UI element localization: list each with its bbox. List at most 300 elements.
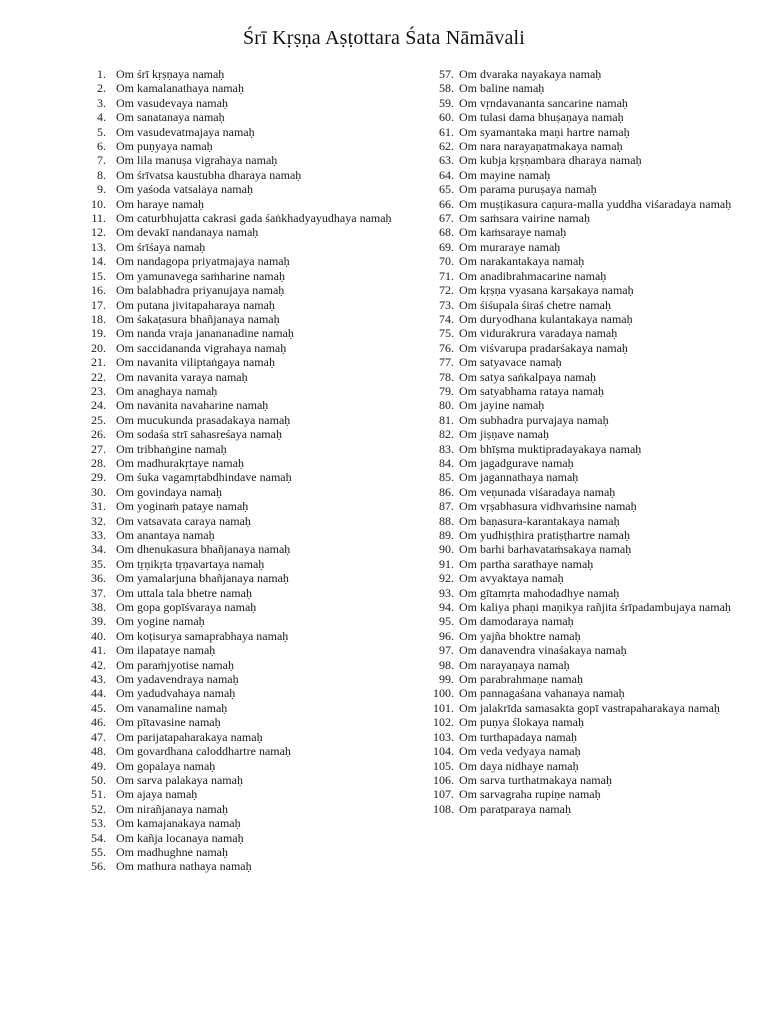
- item-number: 29.: [91, 470, 106, 485]
- item-text: Om puṇya ślokaya namaḥ: [459, 715, 584, 730]
- list-item: [84, 686, 419, 700]
- list-item: [430, 254, 740, 268]
- item-text: Om putana jivitapaharaya namaḥ: [116, 297, 275, 312]
- item-number: 17.: [91, 297, 106, 312]
- item-text: Om vanamaline namaḥ: [116, 700, 228, 715]
- item-text: Om narakantakaya namaḥ: [459, 254, 585, 269]
- item-number: 79.: [439, 383, 454, 398]
- item-number: 53.: [91, 816, 106, 831]
- item-number: 8.: [97, 167, 106, 182]
- item-number: 105.: [433, 758, 454, 773]
- item-number: 27.: [91, 441, 106, 456]
- item-number: 23.: [91, 383, 106, 398]
- item-number: 103.: [433, 729, 454, 744]
- item-number: 26.: [91, 427, 106, 442]
- item-text: Om vatsavata caraya namaḥ: [116, 513, 251, 528]
- item-text: Om saṁsara vairine namaḥ: [459, 211, 590, 226]
- list-item: [430, 153, 740, 167]
- item-number: 76.: [439, 340, 454, 355]
- item-number: 30.: [91, 484, 106, 499]
- item-text: Om kamalanathaya namaḥ: [116, 81, 244, 96]
- item-text: Om mucukunda prasadakaya namaḥ: [116, 412, 291, 427]
- item-number: 28.: [91, 455, 106, 470]
- item-text: Om duryodhana kulantakaya namaḥ: [459, 311, 633, 326]
- list-item: [430, 600, 740, 614]
- item-text: Om śakaṭasura bhañjanaya namaḥ: [116, 311, 280, 326]
- list-item: [430, 398, 740, 412]
- list-item: [430, 225, 740, 239]
- list-item: [430, 427, 740, 441]
- list-item: [430, 168, 740, 182]
- item-number: 51.: [91, 787, 106, 802]
- item-number: 37.: [91, 585, 106, 600]
- item-text: Om madhughne namaḥ: [116, 844, 228, 859]
- list-item: [430, 125, 740, 139]
- item-text: Om mayine namaḥ: [459, 167, 551, 182]
- list-item: [84, 571, 419, 585]
- list-item: [430, 485, 740, 499]
- names-list-left-column: [84, 67, 419, 874]
- list-item: [84, 283, 419, 297]
- list-item: [430, 413, 740, 427]
- item-number: 89.: [439, 528, 454, 542]
- item-text: Om jalakrīda samasakta gopī vastrapaharakaya namaḥ: [459, 700, 720, 715]
- item-number: 32.: [91, 513, 106, 528]
- list-item: [84, 845, 419, 859]
- list-item: [430, 802, 740, 816]
- item-number: 11.: [91, 211, 106, 226]
- list-item: [84, 528, 419, 542]
- item-number: 35.: [91, 556, 106, 571]
- item-number: 18.: [91, 311, 106, 326]
- item-number: 77.: [439, 355, 454, 370]
- item-text: Om yaśoda vatsalaya namaḥ: [116, 182, 253, 197]
- item-text: Om sarva turthatmakaya namaḥ: [459, 772, 612, 787]
- list-item: [84, 125, 419, 139]
- list-item: [84, 614, 419, 628]
- item-text: Om parijatapaharakaya namaḥ: [116, 729, 263, 744]
- item-text: Om partha sarathaye namaḥ: [459, 556, 594, 571]
- item-text: Om gītamṛta mahodadhye namaḥ: [459, 585, 620, 600]
- item-text: Om anantaya namaḥ: [116, 528, 215, 542]
- item-number: 81.: [439, 412, 454, 427]
- item-text: Om yadavendraya namaḥ: [116, 672, 239, 687]
- item-text: Om damodaraya namaḥ: [459, 614, 574, 629]
- list-item: [84, 456, 419, 470]
- item-text: Om śrīvatsa kaustubha dharaya namaḥ: [116, 167, 302, 182]
- item-text: Om ajaya namaḥ: [116, 787, 198, 802]
- list-item: [84, 110, 419, 124]
- item-text: Om nirañjanaya namaḥ: [116, 801, 228, 816]
- item-text: Om kaṁsaraye namaḥ: [459, 225, 567, 240]
- list-item: [84, 370, 419, 384]
- list-item: [84, 859, 419, 873]
- item-text: Om vṛndavananta sancarine namaḥ: [459, 95, 628, 110]
- list-item: [430, 528, 740, 542]
- item-text: Om veda vedyaya namaḥ: [459, 744, 581, 759]
- item-number: 56.: [91, 859, 106, 874]
- item-text: Om paratparaya namaḥ: [459, 801, 571, 816]
- item-text: Om yogine namaḥ: [116, 614, 205, 629]
- item-text: Om syamantaka maṇi hartre namaḥ: [459, 124, 630, 139]
- item-number: 44.: [91, 686, 106, 701]
- item-text: Om baline namaḥ: [459, 81, 545, 96]
- list-item: [430, 686, 740, 700]
- list-item: [84, 802, 419, 816]
- item-text: Om yoginaṁ pataye namaḥ: [116, 499, 249, 514]
- list-item: [430, 283, 740, 297]
- list-item: [430, 240, 740, 254]
- item-text: Om śiśupala śiraś chetre namaḥ: [459, 297, 611, 312]
- page-title: Śrī Kṛṣṇa Aṣṭottara Śata Nāmāvali: [242, 27, 526, 49]
- list-item: [84, 643, 419, 657]
- item-number: 68.: [439, 225, 454, 240]
- list-item: [84, 326, 419, 340]
- item-number: 83.: [439, 441, 454, 456]
- list-item: [84, 211, 419, 225]
- item-number: 96.: [439, 628, 454, 643]
- item-text: Om sarvagraha rupiṇe namaḥ: [459, 787, 601, 802]
- item-text: Om madhurakṛtaye namaḥ: [116, 455, 244, 470]
- list-item: [84, 139, 419, 153]
- item-number: 24.: [91, 398, 106, 413]
- list-item: [84, 701, 419, 715]
- item-number: 4.: [97, 110, 106, 125]
- item-number: 42.: [91, 657, 106, 672]
- item-text: Om vasudevatmajaya namaḥ: [116, 124, 255, 139]
- list-item: [430, 67, 740, 81]
- item-number: 92.: [439, 571, 454, 586]
- item-number: 49.: [91, 758, 106, 773]
- list-item: [84, 168, 419, 182]
- item-number: 70.: [439, 254, 454, 269]
- item-text: Om daya nidhaye namaḥ: [459, 758, 579, 773]
- item-text: Om paraṁjyotise namaḥ: [116, 657, 234, 672]
- item-number: 52.: [91, 801, 106, 816]
- list-item: [430, 514, 740, 528]
- item-text: Om govardhana caloddhartre namaḥ: [116, 744, 291, 759]
- item-number: 31.: [91, 499, 106, 514]
- item-text: Om kaliya phaṇi maṇikya rañjita śrīpadambujaya namaḥ: [459, 600, 731, 615]
- list-item: [84, 240, 419, 254]
- item-number: 65.: [439, 182, 454, 197]
- item-number: 46.: [91, 715, 106, 730]
- item-number: 67.: [439, 211, 454, 226]
- item-number: 15.: [91, 268, 106, 283]
- item-number: 40.: [91, 628, 106, 643]
- list-item: [430, 182, 740, 196]
- list-item: [430, 326, 740, 340]
- list-item: [430, 442, 740, 456]
- item-text: Om ilapataye namaḥ: [116, 643, 216, 658]
- list-item: [430, 298, 740, 312]
- item-number: 101.: [433, 700, 454, 715]
- item-text: Om devakī nandanaya namaḥ: [116, 225, 259, 240]
- item-number: 74.: [439, 311, 454, 326]
- list-item: [84, 298, 419, 312]
- list-item: [84, 773, 419, 787]
- item-number: 73.: [439, 297, 454, 312]
- item-number: 54.: [91, 830, 106, 845]
- item-text: Om muṣṭikasura caṇura-malla yuddha viśaradaya namaḥ: [459, 196, 732, 211]
- list-item: [84, 831, 419, 845]
- item-text: Om sanatanaya namaḥ: [116, 110, 225, 125]
- item-number: 66.: [439, 196, 454, 211]
- item-text: Om muraraye namaḥ: [459, 239, 561, 254]
- item-number: 45.: [91, 700, 106, 715]
- list-item: [430, 384, 740, 398]
- list-item: [430, 715, 740, 729]
- item-number: 14.: [91, 254, 106, 269]
- list-item: [430, 773, 740, 787]
- item-number: 90.: [439, 542, 454, 557]
- item-number: 55.: [91, 844, 106, 859]
- item-number: 3.: [97, 95, 106, 110]
- item-number: 71.: [439, 268, 454, 283]
- item-number: 19.: [91, 326, 106, 341]
- item-number: 63.: [439, 153, 454, 168]
- item-number: 22.: [91, 369, 106, 384]
- item-text: Om satya saṅkalpaya namaḥ: [459, 369, 596, 384]
- list-item: [430, 759, 740, 773]
- list-item: [84, 600, 419, 614]
- item-text: Om veṇunada viśaradaya namaḥ: [459, 484, 616, 499]
- item-text: Om kañja locanaya namaḥ: [116, 830, 244, 845]
- item-number: 102.: [433, 715, 454, 730]
- item-text: Om vidurakrura varadaya namaḥ: [459, 326, 618, 341]
- list-item: [430, 197, 740, 211]
- item-text: Om balabhadra priyanujaya namaḥ: [116, 283, 285, 298]
- item-number: 86.: [439, 484, 454, 499]
- item-number: 108.: [433, 801, 454, 816]
- list-item: [84, 384, 419, 398]
- item-number: 91.: [439, 556, 454, 571]
- list-item: [430, 787, 740, 801]
- list-item: [84, 586, 419, 600]
- list-item: [430, 614, 740, 628]
- item-number: 25.: [91, 412, 106, 427]
- item-text: Om bhīṣma muktipradayakaya namaḥ: [459, 441, 642, 456]
- item-text: Om tulasi dama bhuṣaṇaya namaḥ: [459, 110, 624, 125]
- list-item: [84, 816, 419, 830]
- list-item: [430, 571, 740, 585]
- item-text: Om tribhaṅgine namaḥ: [116, 441, 227, 456]
- list-item: [84, 715, 419, 729]
- item-text: Om yudhiṣṭhira pratiṣṭhartre namaḥ: [459, 528, 630, 542]
- list-item: [430, 211, 740, 225]
- item-number: 94.: [439, 600, 454, 615]
- names-list-right-column: [430, 67, 740, 816]
- list-item: [84, 427, 419, 441]
- item-text: Om śrīśaya namaḥ: [116, 239, 206, 254]
- item-text: Om pannagaśana vahanaya namaḥ: [459, 686, 625, 701]
- item-text: Om vasudevaya namaḥ: [116, 95, 228, 110]
- item-number: 16.: [91, 283, 106, 298]
- item-text: Om navanita viliptaṅgaya namaḥ: [116, 355, 275, 370]
- item-number: 107.: [433, 787, 454, 802]
- list-item: [430, 701, 740, 715]
- item-number: 98.: [439, 657, 454, 672]
- item-text: Om yajña bhoktre namaḥ: [459, 628, 581, 643]
- item-number: 57.: [439, 67, 454, 81]
- item-number: 2.: [97, 81, 106, 96]
- item-text: Om parabrahmaṇe namaḥ: [459, 672, 583, 687]
- list-item: [84, 470, 419, 484]
- item-number: 7.: [97, 153, 106, 168]
- item-number: 38.: [91, 600, 106, 615]
- item-text: Om turthapadaya namaḥ: [459, 729, 577, 744]
- item-text: Om jayine namaḥ: [459, 398, 545, 413]
- item-number: 69.: [439, 239, 454, 254]
- list-item: [84, 225, 419, 239]
- item-text: Om navanita navaharine namaḥ: [116, 398, 269, 413]
- list-item: [430, 312, 740, 326]
- list-item: [84, 499, 419, 513]
- item-text: Om navanita varaya namaḥ: [116, 369, 248, 384]
- item-number: 47.: [91, 729, 106, 744]
- item-text: Om anadibrahmacarine namaḥ: [459, 268, 607, 283]
- list-item: [84, 153, 419, 167]
- list-item: [430, 629, 740, 643]
- item-text: Om satyavace namaḥ: [459, 355, 562, 370]
- item-number: 82.: [439, 427, 454, 442]
- item-number: 100.: [433, 686, 454, 701]
- item-text: Om jagadgurave namaḥ: [459, 455, 574, 470]
- item-number: 13.: [91, 239, 106, 254]
- item-text: Om śuka vagamṛtabdhindave namaḥ: [116, 470, 292, 485]
- list-item: [84, 542, 419, 556]
- item-text: Om nara narayaṇatmakaya namaḥ: [459, 139, 623, 154]
- item-number: 84.: [439, 455, 454, 470]
- item-text: Om uttala tala bhetre namaḥ: [116, 585, 252, 600]
- list-item: [84, 413, 419, 427]
- item-number: 93.: [439, 585, 454, 600]
- item-number: 95.: [439, 614, 454, 629]
- list-item: [84, 67, 419, 81]
- list-item: [430, 139, 740, 153]
- item-text: Om sodaśa strī sahasreśaya namaḥ: [116, 427, 282, 442]
- list-item: [430, 81, 740, 95]
- item-text: Om jiṣṇave namaḥ: [459, 427, 549, 442]
- item-text: Om subhadra purvajaya namaḥ: [459, 412, 609, 427]
- list-item: [430, 470, 740, 484]
- item-text: Om śrī kṛṣṇaya namaḥ: [116, 67, 225, 81]
- item-text: Om govindaya namaḥ: [116, 484, 222, 499]
- item-number: 21.: [91, 355, 106, 370]
- list-item: [430, 499, 740, 513]
- item-number: 43.: [91, 672, 106, 687]
- list-item: [430, 456, 740, 470]
- item-number: 39.: [91, 614, 106, 629]
- item-number: 5.: [97, 124, 106, 139]
- item-text: Om koṭisurya samaprabhaya namaḥ: [116, 628, 289, 643]
- item-text: Om sarva palakaya namaḥ: [116, 772, 243, 787]
- list-item: [430, 96, 740, 110]
- item-number: 75.: [439, 326, 454, 341]
- item-text: Om caturbhujatta cakrasi gada śaṅkhadyayudhaya namaḥ: [116, 211, 392, 226]
- list-item: [84, 629, 419, 643]
- item-text: Om kṛṣṇa vyasana karṣakaya namaḥ: [459, 283, 634, 298]
- list-item: [84, 182, 419, 196]
- item-text: Om yamalarjuna bhañjanaya namaḥ: [116, 571, 289, 586]
- list-item: [84, 759, 419, 773]
- item-number: 106.: [433, 772, 454, 787]
- item-text: Om barhi barhavataṁsakaya namaḥ: [459, 542, 632, 557]
- list-item: [84, 787, 419, 801]
- item-text: Om haraye namaḥ: [116, 196, 204, 211]
- list-item: [430, 658, 740, 672]
- list-item: [84, 81, 419, 95]
- list-item: [84, 96, 419, 110]
- list-item: [84, 355, 419, 369]
- item-number: 41.: [91, 643, 106, 658]
- item-number: 58.: [439, 81, 454, 96]
- list-item: [430, 744, 740, 758]
- item-text: Om puṇyaya namaḥ: [116, 139, 213, 154]
- item-number: 59.: [439, 95, 454, 110]
- item-number: 72.: [439, 283, 454, 298]
- item-text: Om tṛṇikṛta tṛṇavartaya namaḥ: [116, 556, 265, 571]
- list-item: [430, 586, 740, 600]
- list-item: [84, 658, 419, 672]
- list-item: [84, 485, 419, 499]
- item-text: Om kubja kṛṣṇambara dharaya namaḥ: [459, 153, 642, 168]
- list-item: [84, 398, 419, 412]
- list-item: [84, 744, 419, 758]
- list-item: [84, 514, 419, 528]
- item-text: Om gopalaya namaḥ: [116, 758, 216, 773]
- item-number: 80.: [439, 398, 454, 413]
- list-item: [84, 442, 419, 456]
- item-number: 62.: [439, 139, 454, 154]
- item-text: Om yamunavega saṁharine namaḥ: [116, 268, 285, 283]
- item-number: 50.: [91, 772, 106, 787]
- item-text: Om satyabhama rataya namaḥ: [459, 383, 604, 398]
- item-text: Om anaghaya namaḥ: [116, 383, 218, 398]
- item-number: 36.: [91, 571, 106, 586]
- item-number: 33.: [91, 528, 106, 542]
- list-item: [84, 341, 419, 355]
- item-number: 9.: [97, 182, 106, 197]
- list-item: [430, 110, 740, 124]
- list-item: [430, 557, 740, 571]
- item-number: 104.: [433, 744, 454, 759]
- item-number: 88.: [439, 513, 454, 528]
- item-number: 10.: [91, 196, 106, 211]
- list-item: [430, 672, 740, 686]
- item-text: Om pītavasine namaḥ: [116, 715, 221, 730]
- item-text: Om narayaṇaya namaḥ: [459, 657, 570, 672]
- list-item: [430, 730, 740, 744]
- list-item: [84, 197, 419, 211]
- item-number: 64.: [439, 167, 454, 182]
- list-item: [430, 269, 740, 283]
- item-number: 20.: [91, 340, 106, 355]
- item-number: 78.: [439, 369, 454, 384]
- item-text: Om baṇasura-karantakaya namaḥ: [459, 513, 620, 528]
- item-text: Om avyaktaya namaḥ: [459, 571, 564, 586]
- item-number: 1.: [97, 67, 106, 81]
- list-item: [84, 557, 419, 571]
- item-text: Om nandagopa priyatmajaya namaḥ: [116, 254, 290, 269]
- item-number: 99.: [439, 672, 454, 687]
- item-text: Om jagannathaya namaḥ: [459, 470, 579, 485]
- item-number: 34.: [91, 542, 106, 557]
- list-item: [430, 643, 740, 657]
- item-number: 48.: [91, 744, 106, 759]
- item-text: Om parama puruṣaya namaḥ: [459, 182, 597, 197]
- item-text: Om dvaraka nayakaya namaḥ: [459, 67, 602, 81]
